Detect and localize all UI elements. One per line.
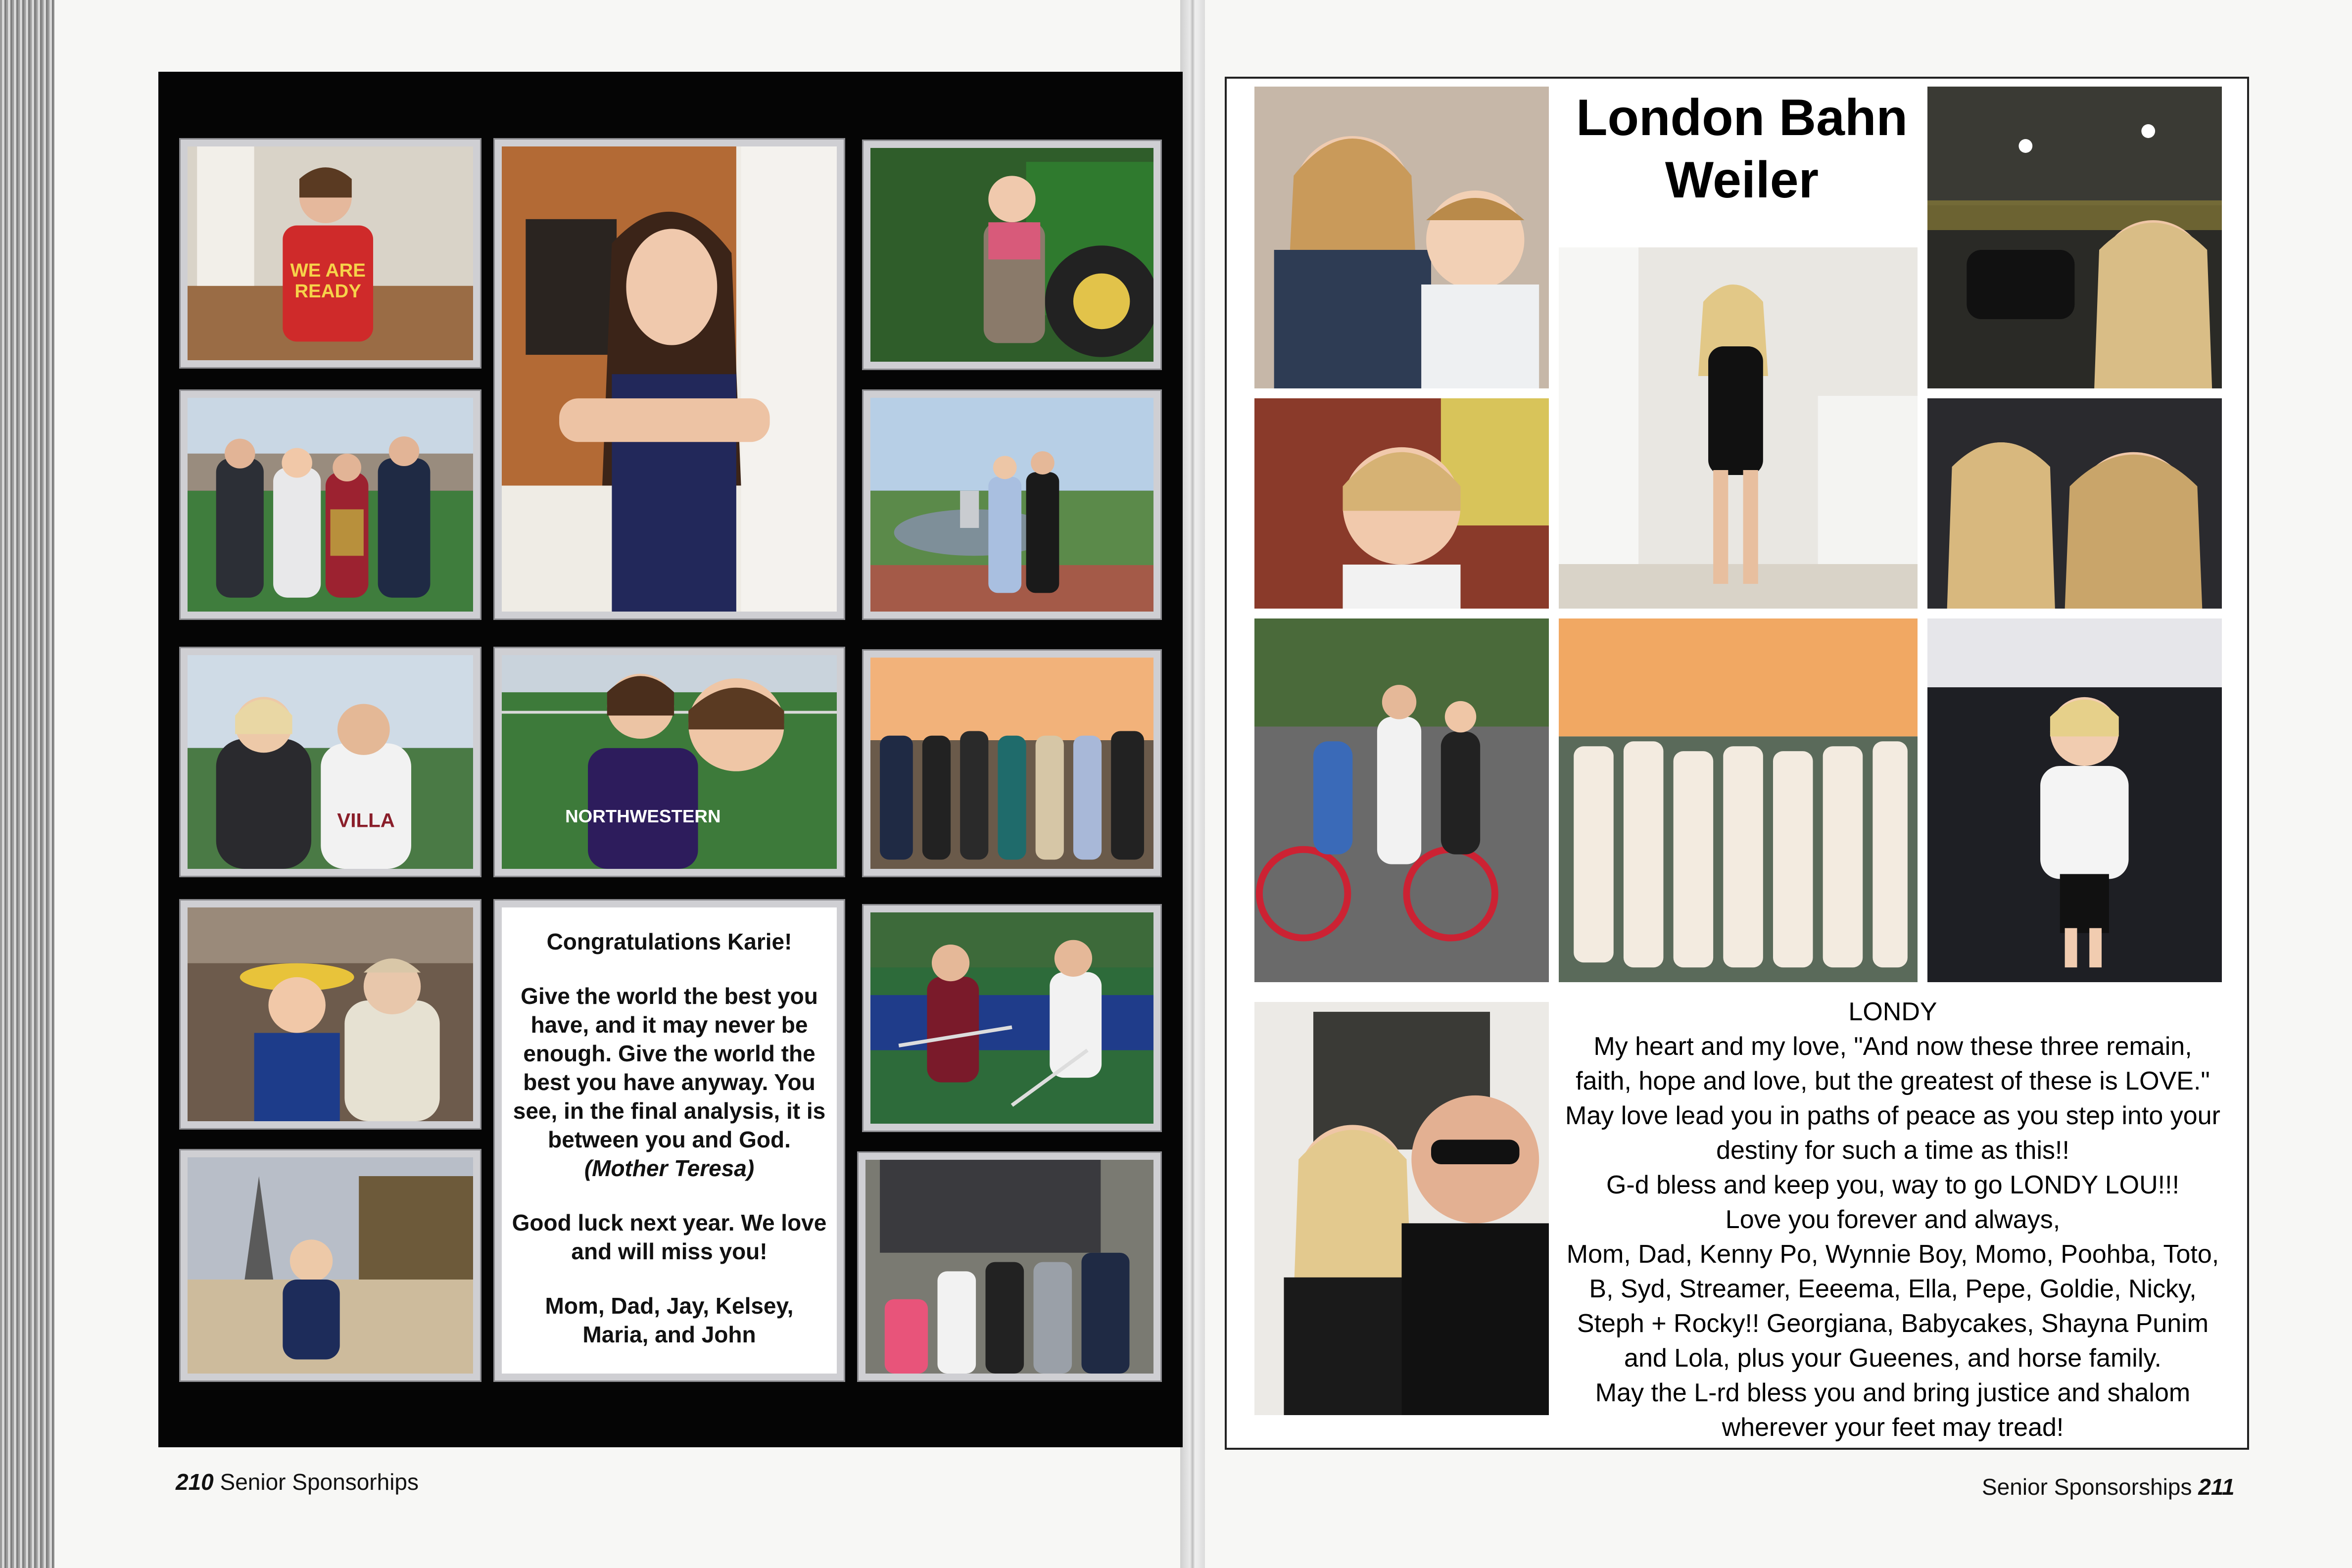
photo-night-selfie-car	[1927, 87, 2222, 388]
photo-portrait-karie	[495, 140, 844, 618]
right-page-number: 211	[2198, 1474, 2235, 1500]
photo-father-daughter-selfie	[1254, 1002, 1549, 1415]
photo-family-sunset	[864, 651, 1160, 876]
photo-tractor	[864, 141, 1160, 369]
message-line: B, Syd, Streamer, Eeeema, Ella, Pepe, Goldie, Nicky,	[1589, 1275, 2197, 1303]
photo-prom-fountain	[864, 391, 1160, 618]
photo-lacrosse-game	[864, 905, 1160, 1131]
message-line: wherever your feet may tread!	[1722, 1413, 2064, 1442]
photo-child-red-shirt	[181, 140, 480, 367]
svg-text:READY: READY	[294, 281, 361, 302]
svg-text:NORTHWESTERN: NORTHWESTERN	[565, 806, 721, 826]
card-wish: Good luck next year. We love and will miss you!	[512, 1210, 827, 1264]
left-section-label: Senior Sponsorhips	[220, 1469, 419, 1495]
photo-mother-daughter-selfie	[1927, 398, 2222, 609]
photo-kitchen-black-dress	[1559, 247, 1918, 609]
photo-sunset-party	[1559, 618, 1918, 982]
photo-parade-bikes	[1254, 618, 1549, 982]
photo-mother-daughter-field	[181, 648, 480, 876]
message-line: Steph + Rocky!! Georgiana, Babycakes, Shayna Punim	[1577, 1309, 2209, 1338]
message-line: faith, hope and love, but the greatest of these is LOVE."	[1576, 1067, 2210, 1095]
photo-family-trophy	[181, 391, 480, 618]
card-quote	[512, 982, 827, 1183]
quote-text: Give the world the best you have, and it may never be enough. Give the world the best you have anyway. You see, in the final analysis, it is between you and God.	[513, 983, 826, 1152]
photo-girl-at-eiffel-tower	[181, 1150, 480, 1380]
svg-text:WE ARE: WE ARE	[290, 260, 366, 281]
message-line: LONDY	[1848, 998, 1937, 1026]
tribute-message	[1546, 995, 2239, 1445]
book-page-edges	[0, 0, 54, 1568]
quote-attribution: (Mother Teresa)	[584, 1155, 755, 1181]
photo-northwestern-cutout	[495, 648, 844, 876]
photo-costume-with-grandmother	[181, 901, 480, 1128]
svg-text:VILLA: VILLA	[337, 809, 395, 832]
message-line: Mom, Dad, Kenny Po, Wynnie Boy, Momo, Poohba, Toto,	[1566, 1240, 2219, 1269]
photo-childhood-siblings	[1254, 87, 1549, 388]
left-page-footer	[176, 1469, 419, 1495]
card-signature: Mom, Dad, Jay, Kelsey, Maria, and John	[545, 1293, 794, 1347]
left-page-number: 210	[176, 1469, 214, 1495]
right-page-footer	[1982, 1473, 2235, 1500]
photo-girl-white-cardigan	[1927, 618, 2222, 982]
message-line: My heart and my love, "And now these three remain,	[1593, 1032, 2192, 1061]
card-heading: Congratulations Karie!	[546, 929, 792, 954]
right-section-label: Senior Sponsorships	[1982, 1474, 2192, 1500]
photo-family-car-trunk	[859, 1153, 1160, 1380]
message-line: Love you forever and always,	[1725, 1205, 2061, 1234]
title-line-2: Weiler	[1665, 151, 1819, 209]
message-line: G-d bless and keep you, way to go LONDY LOU!!!	[1606, 1171, 2180, 1199]
message-line: destiny for such a time as this!!	[1716, 1136, 2069, 1165]
sponsorship-message-card	[495, 901, 844, 1380]
message-line: and Lola, plus your Gueenes, and horse family.	[1624, 1344, 2161, 1373]
book-gutter	[1180, 0, 1205, 1568]
message-line: May the L-rd bless you and bring justice and shalom	[1595, 1378, 2191, 1407]
title-line-1: London Bahn	[1576, 89, 1908, 146]
honoree-name-title	[1554, 87, 1930, 211]
photo-toddler	[1254, 398, 1549, 609]
message-line: May love lead you in paths of peace as you step into your	[1565, 1101, 2220, 1130]
